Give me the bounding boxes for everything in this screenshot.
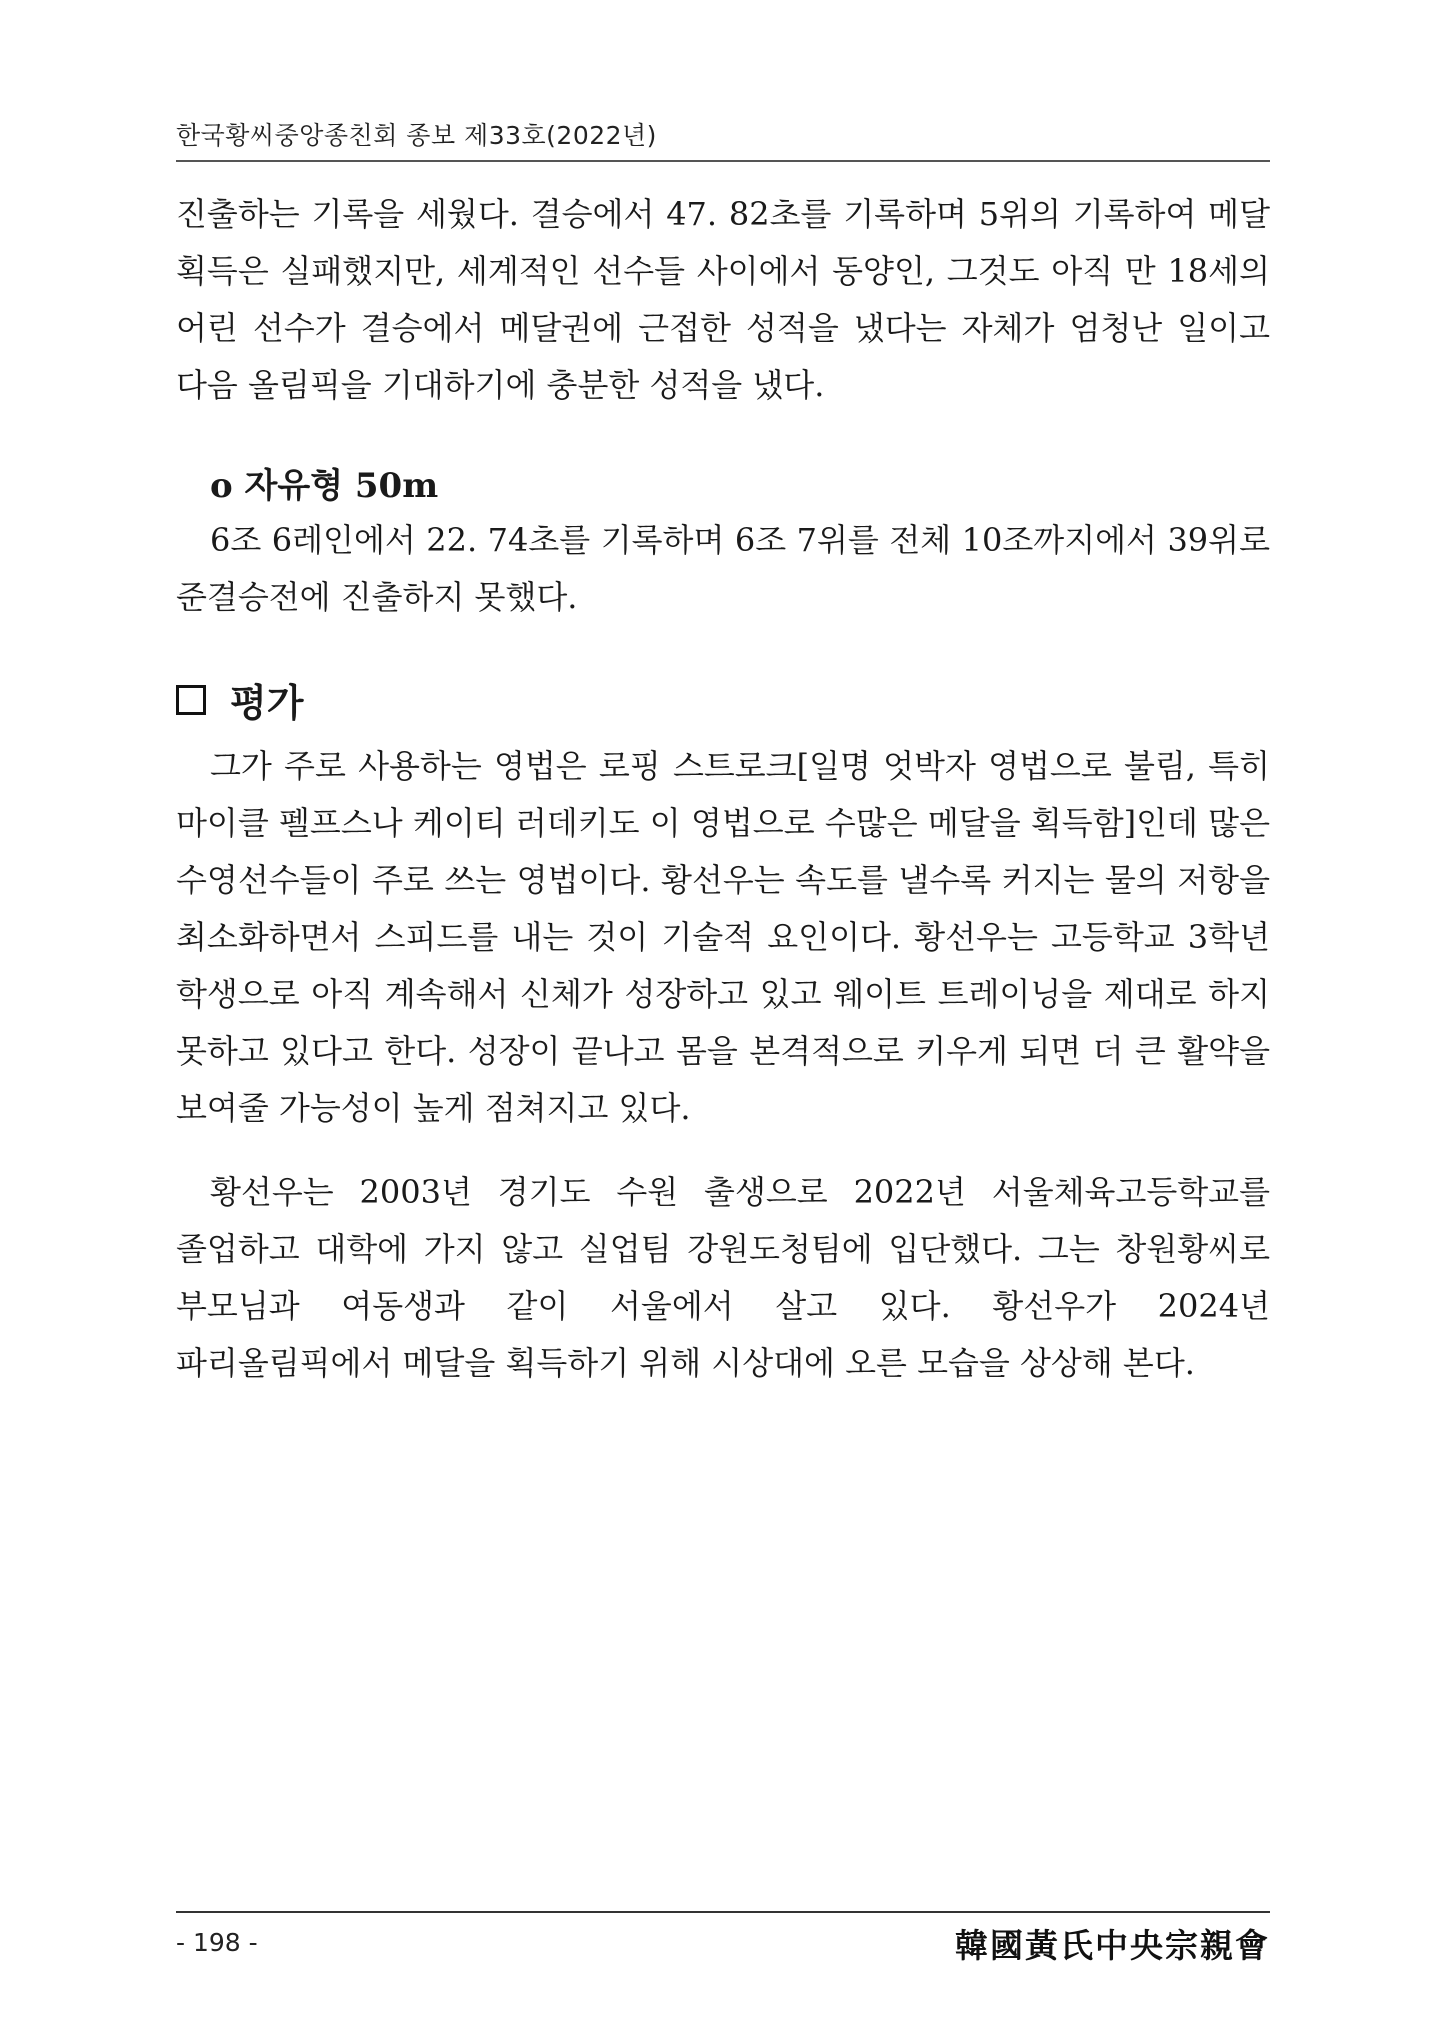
body-paragraph-3: 그가 주로 사용하는 영법은 로핑 스트로크[일명 엇박자 영법으로 불림, 특히 마이클 펠프스나 케이티 러데키도 이 영법으로 수많은 메달을 획득함]인데 많은 수영선수들이 주로 쓰는 영법이다. 황선우는 속도를 낼수록 커지는 물의 저항을 최소화하면서 스피드를 내는 것이 기술적 요인이다. 황선우는 고등학교 3학년 학생으로 아직 계속해서 신체가 성장하고 있고 웨이트 트레이닝을 제대로 하지 못하고 있다고 한다. 성장이 끝나고 몸을 본격적으로 키우게 되면 더 큰 활약을 보여줄 가능성이 높게 점쳐지고 있다. xyxy=(176,747,1270,1127)
page-header-title: 한국황씨중앙종친회 종보 제33호(2022년) xyxy=(176,121,657,150)
subheading-freestyle-50m: o 자유형 50m xyxy=(210,466,439,506)
footer-divider xyxy=(176,1911,1270,1913)
body-paragraph-1: 진출하는 기록을 세웠다. 결승에서 47. 82초를 기록하며 5위의 기록하여 메달 획득은 실패했지만, 세계적인 선수들 사이에서 동양인, 그것도 아직 만 18세의 어린 선수가 결승에서 메달권에 근접한 성적을 냈다는 자체가 엄청난 일이고 다음 올림픽을 기대하기에 충분한 성적을 냈다. xyxy=(176,195,1270,404)
page-number: - 198 - xyxy=(176,1928,258,1957)
body-paragraph-2: 6조 6레인에서 22. 74초를 기록하며 6조 7위를 전체 10조까지에서 39위로 준결승전에 진출하지 못했다. xyxy=(176,521,1270,616)
section-heading-label: 평가 xyxy=(230,680,304,725)
society-logo-text: 韓國黃氏中央宗親會 xyxy=(955,1926,1270,1965)
checkbox-square-icon xyxy=(176,685,206,715)
body-paragraph-4: 황선우는 2003년 경기도 수원 출생으로 2022년 서울체육고등학교를 졸업하고 대학에 가지 않고 실업팀 강원도청팀에 입단했다. 그는 창원황씨로 부모님과 여동생과 같이 서울에서 살고 있다. 황선우가 2024년 파리올림픽에서 메달을 획득하기 위해 시상대에 오른 모습을 상상해 본다. xyxy=(176,1173,1270,1382)
section-heading-evaluation xyxy=(176,672,303,727)
header-divider xyxy=(176,160,1270,162)
